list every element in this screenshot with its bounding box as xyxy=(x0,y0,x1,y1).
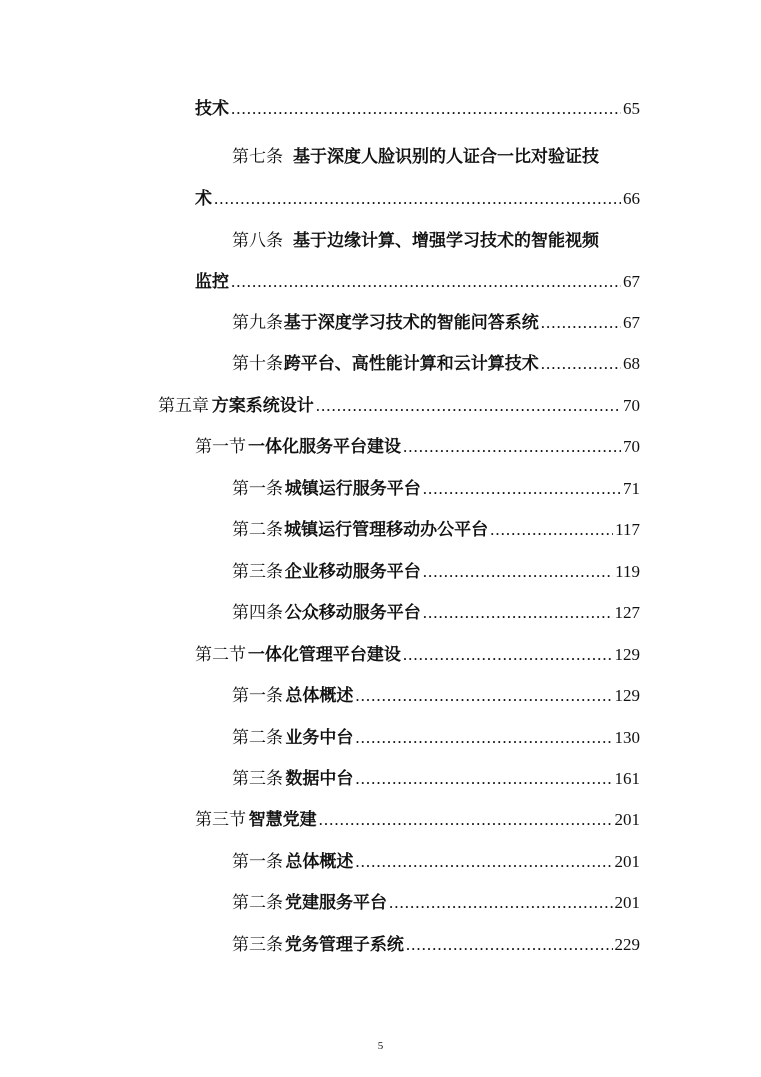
toc-entry-title: 一体化服务平台建设 xyxy=(247,437,401,457)
toc-entry[interactable] xyxy=(232,224,642,252)
toc-entry-title: 城镇运行服务平台 xyxy=(284,479,421,499)
toc-page-number: 201 xyxy=(614,810,640,829)
toc-page-number: 117 xyxy=(615,520,640,539)
toc-leader-dots xyxy=(214,188,621,210)
toc-entry[interactable] xyxy=(232,886,640,914)
toc-leader-dots xyxy=(403,436,621,458)
toc-entry-title: 数据中台 xyxy=(285,769,354,789)
toc-page-number: 65 xyxy=(623,99,640,118)
toc-leader-dots xyxy=(316,395,621,417)
toc-leader-dots xyxy=(403,644,613,666)
toc-entry[interactable] xyxy=(232,347,640,375)
toc-leader-dots xyxy=(355,727,612,749)
toc-entry-title: 总体概述 xyxy=(285,686,354,706)
toc-entry-continuation[interactable] xyxy=(195,182,640,210)
toc-entry-title: 公众移动服务平台 xyxy=(284,603,421,623)
toc-entry-title: 企业移动服务平台 xyxy=(284,562,421,582)
toc-entry-number: 第三条 xyxy=(232,769,283,789)
toc-page-number: 161 xyxy=(614,769,640,788)
toc-entry-number: 第三条 xyxy=(232,935,283,955)
toc-chapter-entry[interactable] xyxy=(158,389,640,417)
toc-entry-number: 第一条 xyxy=(232,686,283,706)
toc-entry-title: 业务中台 xyxy=(285,728,354,748)
toc-page-number: 127 xyxy=(614,603,640,622)
toc-entry-number: 第一条 xyxy=(232,852,283,872)
toc-entry-number: 第二条 xyxy=(232,520,283,540)
toc-leader-dots xyxy=(231,271,621,293)
toc-leader-dots xyxy=(355,768,612,790)
toc-entry[interactable] xyxy=(232,928,640,956)
toc-entry-number: 第八条 xyxy=(232,231,283,251)
toc-entry-number: 第三节 xyxy=(195,810,246,830)
toc-leader-dots xyxy=(389,892,612,914)
toc-leader-dots xyxy=(423,478,621,500)
toc-leader-dots xyxy=(423,561,613,583)
toc-page-number: 201 xyxy=(614,893,640,912)
toc-page-number: 68 xyxy=(623,354,640,373)
toc-page-number: 70 xyxy=(623,396,640,415)
toc-leader-dots xyxy=(541,312,621,334)
toc-leader-dots xyxy=(231,98,621,120)
toc-leader-dots xyxy=(355,685,612,707)
toc-leader-dots xyxy=(319,809,613,831)
toc-entry[interactable] xyxy=(232,140,642,168)
toc-entry-title: 总体概述 xyxy=(285,852,354,872)
toc-page-number: 129 xyxy=(614,645,640,664)
toc-page-number: 66 xyxy=(623,189,640,208)
toc-entry[interactable] xyxy=(232,679,640,707)
toc-page-number: 67 xyxy=(623,313,640,332)
toc-entry-title: 跨平台、高性能计算和云计算技术 xyxy=(283,354,539,374)
toc-entry[interactable] xyxy=(232,513,640,541)
toc-entry-number: 第二节 xyxy=(195,645,246,665)
toc-entry-title: 党建服务平台 xyxy=(285,893,388,913)
toc-entry[interactable] xyxy=(232,762,640,790)
toc-entry-number: 第一条 xyxy=(232,479,283,499)
toc-entry-title: 党务管理子系统 xyxy=(284,935,404,955)
toc-entry-continuation[interactable] xyxy=(195,92,640,120)
toc-page-number: 130 xyxy=(614,728,640,747)
toc-entry-title: 基于深度学习技术的智能问答系统 xyxy=(283,313,539,333)
toc-leader-dots xyxy=(355,851,612,873)
toc-entry-number: 第七条 xyxy=(232,147,283,167)
toc-section-entry[interactable] xyxy=(195,638,640,666)
toc-entry-number: 第二条 xyxy=(232,893,283,913)
toc-entry[interactable] xyxy=(232,721,640,749)
toc-entry-number: 第十条 xyxy=(232,354,283,374)
toc-leader-dots xyxy=(423,602,613,624)
toc-section-entry[interactable] xyxy=(195,430,640,458)
toc-page-number: 70 xyxy=(623,437,640,456)
toc-entry-number: 第五章 xyxy=(158,396,209,416)
toc-entry-title: 一体化管理平台建设 xyxy=(247,645,401,665)
toc-entry-continuation[interactable] xyxy=(195,265,640,293)
toc-entry-title: 方案系统设计 xyxy=(211,396,314,416)
toc-entry-number: 第四条 xyxy=(232,603,283,623)
toc-entry[interactable] xyxy=(232,555,640,583)
toc-leader-dots xyxy=(490,519,613,541)
toc-entry-number: 第二条 xyxy=(232,728,283,748)
toc-page-number: 229 xyxy=(614,935,640,954)
toc-page-number: 129 xyxy=(614,686,640,705)
toc-entry[interactable] xyxy=(232,845,640,873)
toc-page-number: 201 xyxy=(614,852,640,871)
toc-entry-number: 第三条 xyxy=(232,562,283,582)
toc-entry[interactable] xyxy=(232,472,640,500)
toc-entry-title: 监控 xyxy=(195,272,229,292)
toc-page-number: 119 xyxy=(615,562,640,581)
toc-leader-dots xyxy=(406,934,613,956)
toc-section-entry[interactable] xyxy=(195,803,640,831)
toc-leader-dots xyxy=(541,353,621,375)
toc-entry-title: 智慧党建 xyxy=(248,810,317,830)
toc-page-number: 67 xyxy=(623,272,640,291)
toc-entry-number: 第一节 xyxy=(195,437,246,457)
toc-entry-number: 第九条 xyxy=(232,313,283,333)
toc-entry-title: 基于深度人脸识别的人证合一比对验证技 xyxy=(293,147,599,167)
toc-entry-title: 城镇运行管理移动办公平台 xyxy=(284,520,489,540)
toc-entry[interactable] xyxy=(232,596,640,624)
toc-entry-title: 技术 xyxy=(195,99,229,119)
toc-entry-title: 术 xyxy=(195,189,212,209)
page-number-footer: 5 xyxy=(377,1040,384,1052)
toc-page-number: 71 xyxy=(623,479,640,498)
toc-entry-title: 基于边缘计算、增强学习技术的智能视频 xyxy=(293,231,599,251)
toc-entry[interactable] xyxy=(232,306,640,334)
